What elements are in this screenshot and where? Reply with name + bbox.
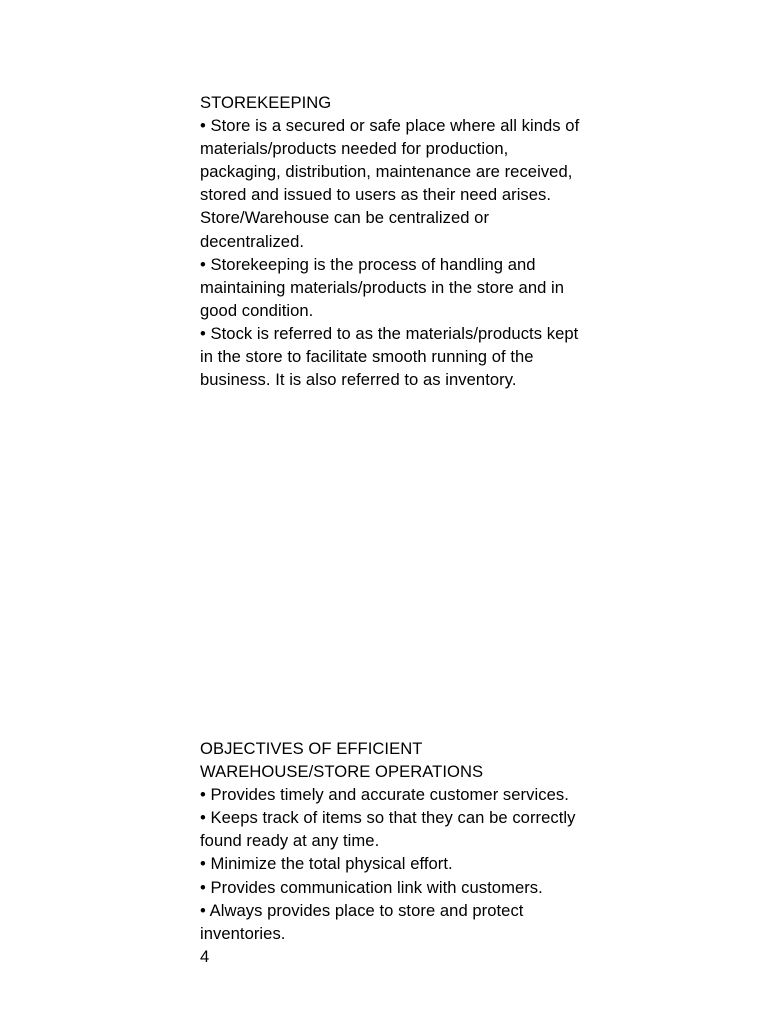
bullet-item: • Storekeeping is the process of handling and maintaining materials/products in the store and in good condition. <box>200 254 565 320</box>
section-heading: OBJECTIVES OF EFFICIENT WAREHOUSE/STORE OPERATIONS <box>200 739 484 782</box>
objectives-section <box>200 737 580 968</box>
bullet-item: • Always provides place to store and protect inventories. <box>200 900 524 943</box>
page-number: 4 <box>200 946 210 966</box>
section-heading: STOREKEEPING <box>200 93 332 112</box>
bullet-item: • Minimize the total physical effort. <box>200 854 453 874</box>
bullet-item: • Stock is referred to as the materials/products kept in the store to facilitate smooth running of the business. It is also referred to as inventory. <box>200 323 579 390</box>
bullet-item: • Provides timely and accurate customer services. <box>200 785 569 805</box>
bullet-item: • Provides communication link with customers. <box>200 877 543 897</box>
bullet-item: • Keeps track of items so that they can be correctly found ready at any time. <box>200 808 576 851</box>
bullet-item: • Store is a secured or safe place where all kinds of materials/products needed for production, packaging, distribution, maintenance are received, stored and issued to users as their need arises. Store/Warehouse can be centralized or decentralized. <box>200 116 580 251</box>
storekeeping-section <box>200 91 580 391</box>
